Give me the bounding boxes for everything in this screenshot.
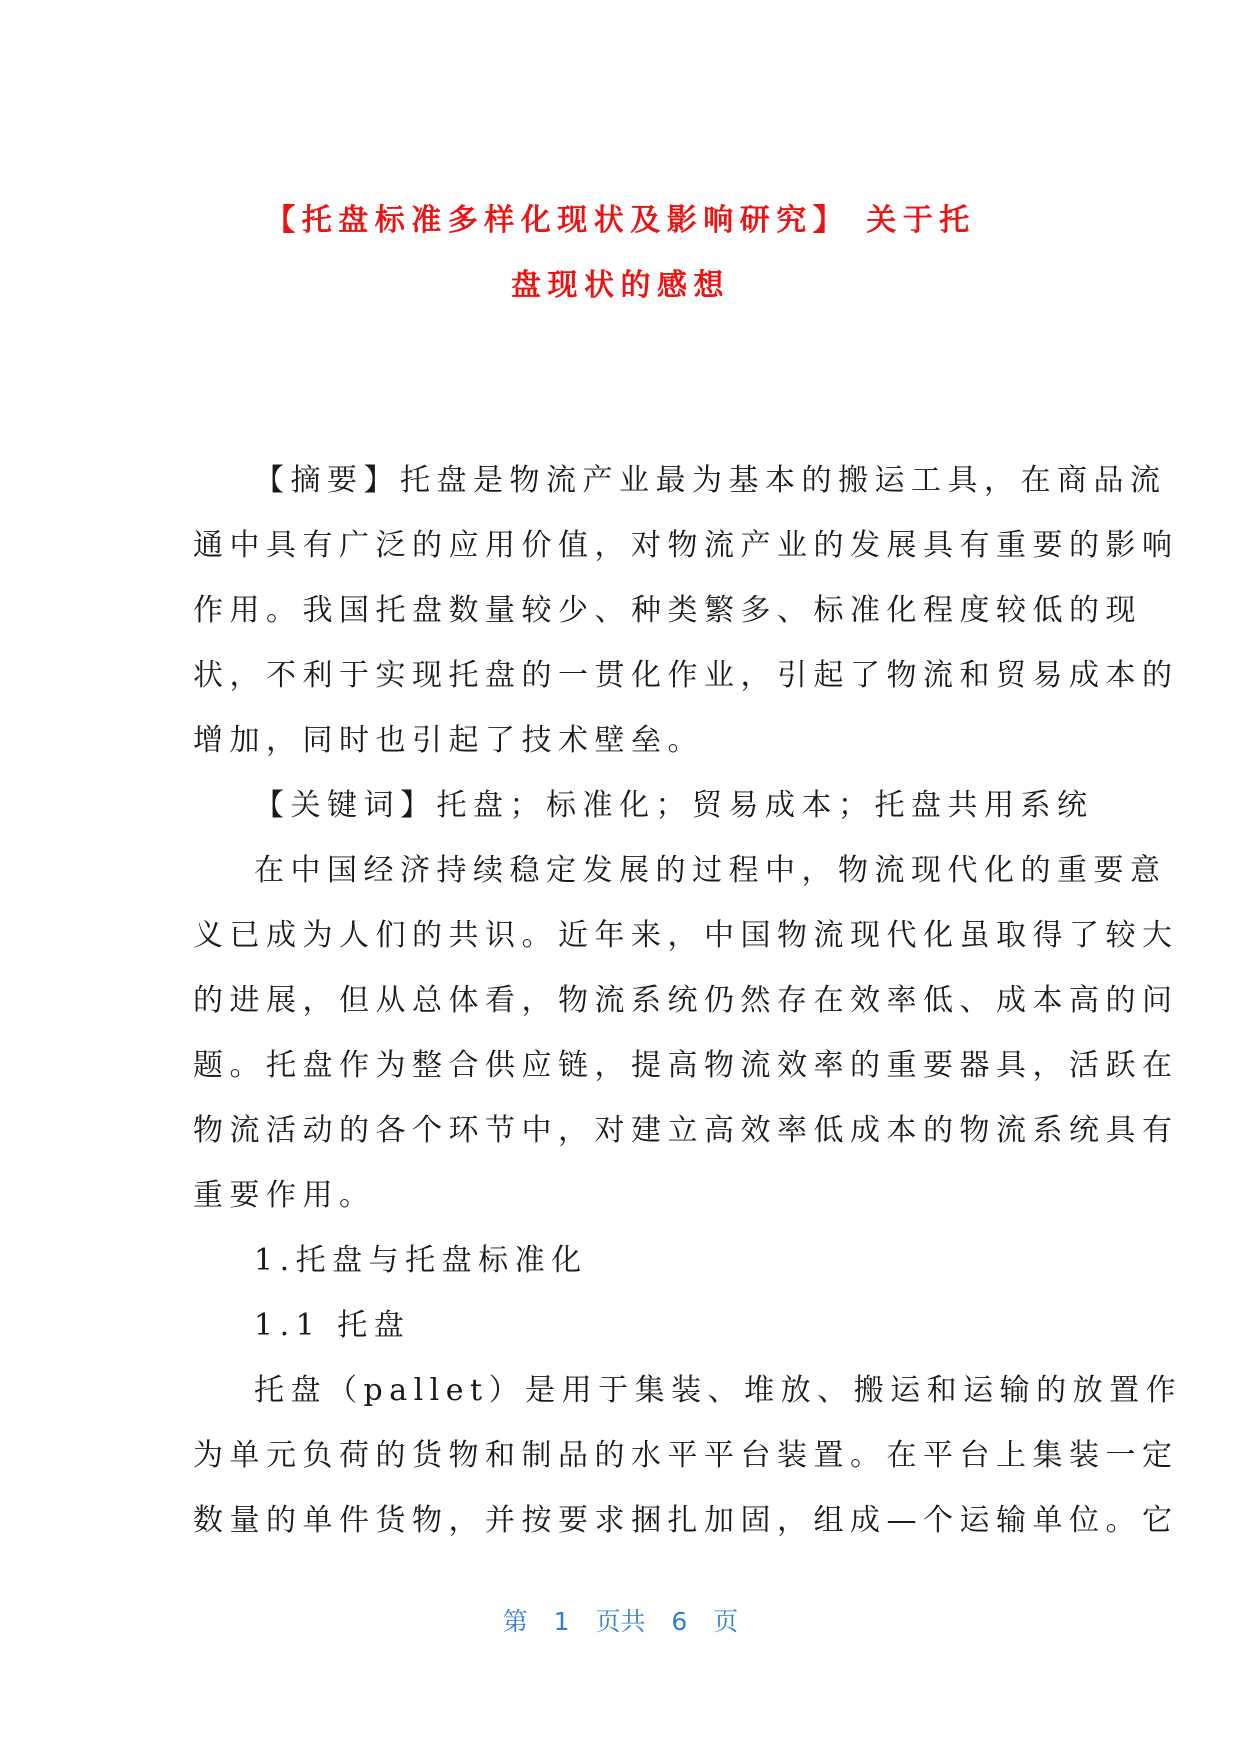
- page-footer: [0, 1604, 1241, 1640]
- paragraph-line: 题。托盘作为整合供应链，提高物流效率的重要器具，活跃在: [193, 1048, 1179, 1083]
- abstract-line: 通中具有广泛的应用价值，对物流产业的发展具有重要的影响: [193, 528, 1179, 563]
- abstract-line: 【摘要】托盘是物流产业最为基本的搬运工具，在商品流: [254, 463, 1167, 498]
- paragraph-line: 数量的单件货物，并按要求捆扎加固，组成—个运输单位。它: [193, 1503, 1179, 1538]
- abstract-line: 作用。我国托盘数量较少、种类繁多、标准化程度较低的现: [193, 593, 1142, 628]
- paragraph-line: 义已成为人们的共识。近年来，中国物流现代化虽取得了较大: [193, 918, 1179, 953]
- paragraph-line: 重要作用。: [193, 1178, 376, 1213]
- paragraph-line: 托盘（pallet）是用于集装、堆放、搬运和运输的放置作: [254, 1373, 1183, 1408]
- document-body: [193, 448, 1183, 1553]
- subsection-heading: 1.1 托盘: [254, 1308, 411, 1343]
- keywords-line: 【关键词】托盘；标准化；贸易成本；托盘共用系统: [254, 788, 1094, 823]
- document-title: [150, 188, 1091, 318]
- title-line-2: 盘现状的感想: [511, 268, 730, 303]
- paragraph-line: 的进展，但从总体看，物流系统仍然存在效率低、成本高的问: [193, 983, 1179, 1018]
- paragraph-line: 在中国经济持续稳定发展的过程中，物流现代化的重要意: [254, 853, 1167, 888]
- page-number: 第 1 页共 6 页: [502, 1607, 739, 1636]
- section-heading: 1.托盘与托盘标准化: [254, 1243, 588, 1278]
- title-line-1: 【托盘标准多样化现状及影响研究】 关于托: [265, 203, 976, 238]
- paragraph-line: 物流活动的各个环节中，对建立高效率低成本的物流系统具有: [193, 1113, 1179, 1148]
- paragraph-line: 为单元负荷的货物和制品的水平平台装置。在平台上集装一定: [193, 1438, 1179, 1473]
- abstract-line: 增加，同时也引起了技术壁垒。: [193, 723, 704, 758]
- abstract-line: 状，不利于实现托盘的一贯化作业，引起了物流和贸易成本的: [193, 658, 1179, 693]
